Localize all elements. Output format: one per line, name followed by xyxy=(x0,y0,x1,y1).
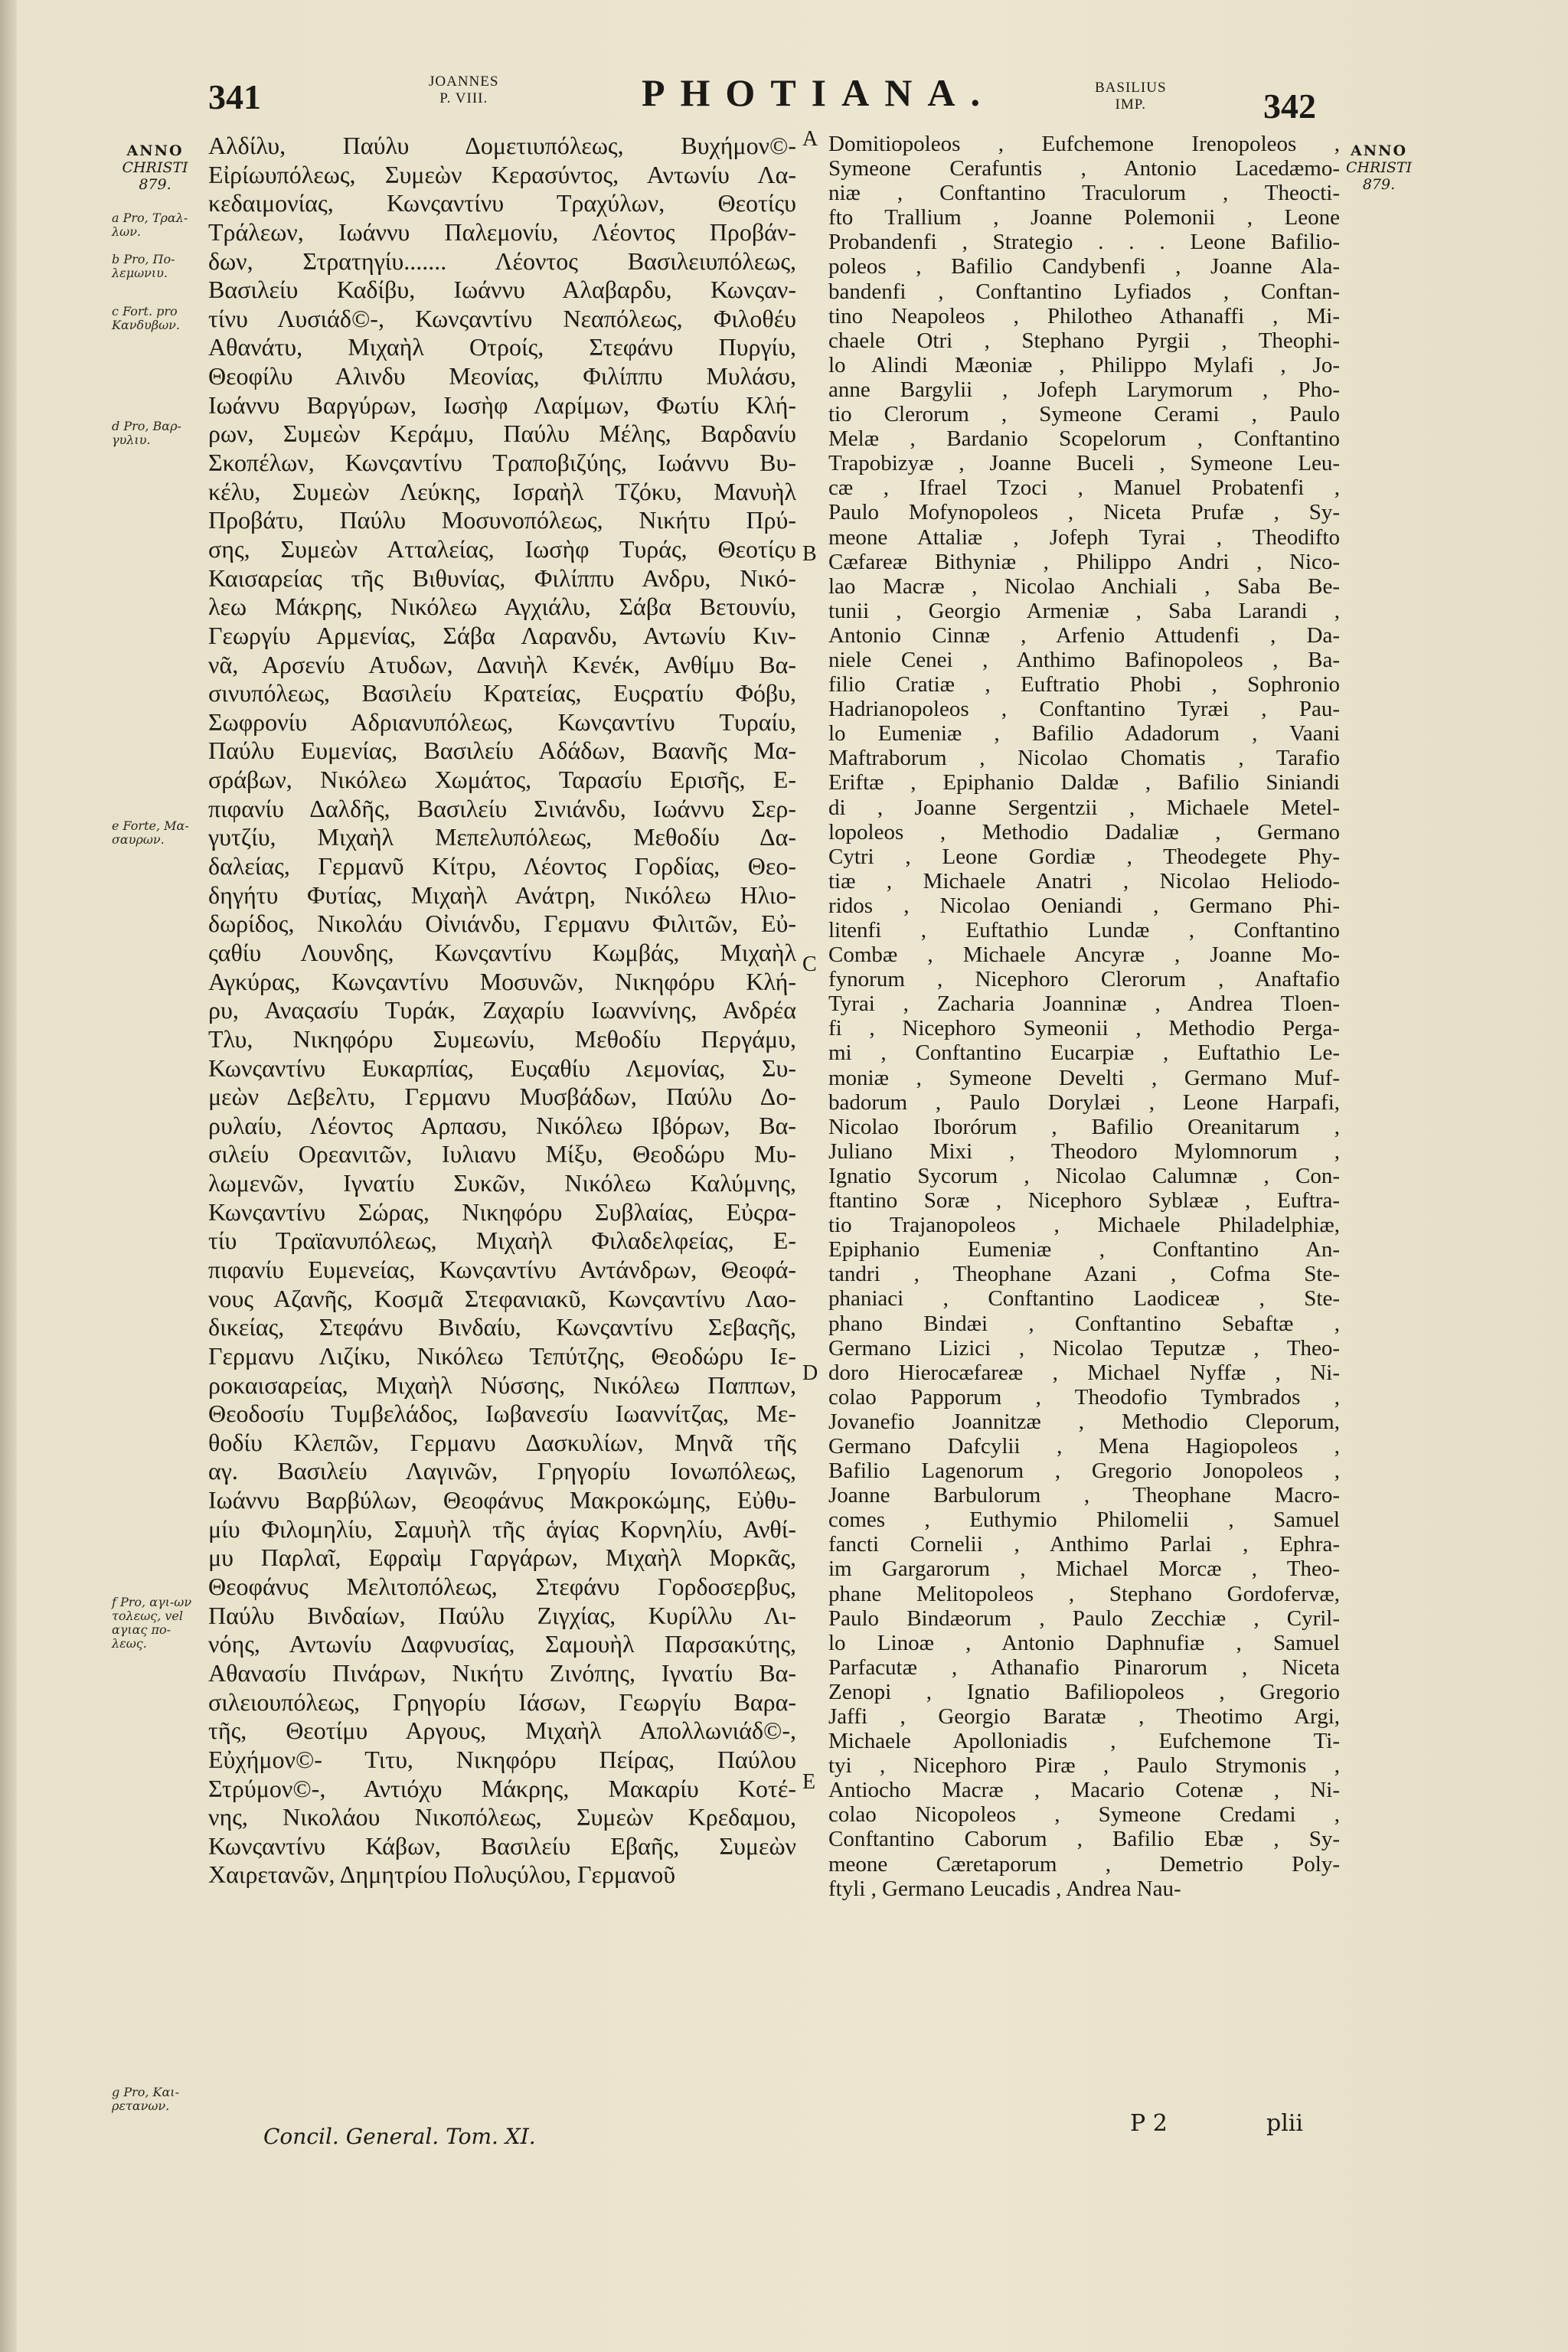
latin-text-line: Parfacutæ , Athanafio Pinarorum , Niceta xyxy=(828,1655,1340,1680)
running-head-left-line1: JOANNES xyxy=(429,74,499,90)
running-head-left-line2: P. VIII. xyxy=(439,90,488,106)
latin-text-line: badorum , Paulo Dorylæi , Leone Harpafi, xyxy=(828,1089,1340,1115)
running-head-right xyxy=(1095,80,1167,113)
latin-text-line: meone Cæretaporum , Demetrio Poly- xyxy=(828,1851,1340,1877)
latin-text-line: tyi , Nicephoro Piræ , Paulo Strymonis , xyxy=(828,1753,1340,1779)
margin-note: d Pro, Βαρ-γυλιυ. xyxy=(112,419,181,447)
greek-text-line: Βασιλείυ Καδίβυ, Ιωάννυ Αλαβαρδυ, Κωνςαν- xyxy=(208,276,796,304)
greek-text-line: Καισαρείας τῆς Βιθυνίας, Φιλίππυ Ανδρυ, Νικό- xyxy=(208,564,796,592)
section-letter: B xyxy=(802,542,817,566)
latin-text-line: filio Cratiæ , Euftratio Phobi , Sophronio xyxy=(828,672,1340,697)
latin-text-line: litenfi , Euftathio Lundæ , Conftantino xyxy=(828,918,1340,942)
latin-text-line: Cytri , Leone Gordiæ , Theodegete Phy- xyxy=(828,844,1340,869)
latin-text-line: comes , Euthymio Philomelii , Samuel xyxy=(828,1508,1340,1533)
latin-text-line: ridos , Nicolao Oeniandi , Germano Phi- xyxy=(828,893,1340,918)
greek-text-line: δωρίδος, Νικολάυ Οἰνιάνδυ, Γερμανυ Φιλιτῶν, Εὐ- xyxy=(208,910,796,938)
latin-text-line: Germano Dafcylii , Mena Hagiopoleos , xyxy=(828,1433,1340,1459)
margin-note: b Pro, Πο-λεμωνιυ. xyxy=(112,252,175,280)
page-title: PHOTIANA. xyxy=(642,71,995,114)
latin-text-line: tunii , Georgio Armeniæ , Saba Larandi , xyxy=(828,598,1340,623)
greek-text-line: σιλείυ Ορεανιτῶν, Ιυλιανυ Μίξυ, Θεοδώρυ Μυ- xyxy=(208,1140,796,1168)
greek-text-line: Κωνςαντίνυ Κάβων, Βασιλείυ Εβαῆς, Συμεὼν xyxy=(208,1831,796,1860)
latin-text-line: fi , Nicephoro Symeonii , Methodio Perga- xyxy=(828,1016,1340,1041)
greek-text-line: πιφανίυ Δαλδῆς, Βασιλείυ Σινιάνδυ, Ιωάννυ Σερ- xyxy=(208,794,796,822)
latin-text-line: di , Joanne Sergentzii , Michaele Metel- xyxy=(828,795,1340,820)
section-letter: D xyxy=(802,1361,818,1385)
greek-text-line: Κωνςαντίνυ Ευκαρπίας, Ευςαθίυ Λεμονίας, Συ- xyxy=(208,1054,796,1082)
latin-text-line: Probandenfi , Strategio . . . Leone Bafilio- xyxy=(828,230,1340,255)
greek-text-line: Εὐχήμον©- Τιτυ, Νικηφόρυ Πείρας, Παύλου xyxy=(208,1745,796,1773)
greek-text-line: δων, Στρατηγίυ....... Λέοντος Βασιλειυπόλεως, xyxy=(208,247,796,275)
greek-text-line: μυ Παρλαῖ, Εφραὶμ Γαργάρων, Μιχαὴλ Μορκᾶς, xyxy=(208,1544,796,1572)
greek-text-line: Στρύμον©-, Αντιόχυ Μάκρης, Μακαρίυ Κοτέ- xyxy=(208,1774,796,1802)
greek-text-line: νους Αζανῆς, Κοσμᾶ Στεφανιακῦ, Κωνςαντίνυ Λαο- xyxy=(208,1284,796,1312)
greek-text-line: Αλδίλυ, Παύλυ Δομετιυπόλεως, Βυχήμον©- xyxy=(208,132,796,159)
greek-text-line: ρυ, Αναςασίυ Τυράκ, Ζαχαρίυ Ιωαννίνης, Ανδρέα xyxy=(208,996,796,1024)
greek-text-line: Ιωάννυ Βαρβύλων, Θεοφάνυς Μακροκώμης, Εὐθυ- xyxy=(208,1486,796,1514)
latin-text-line: Antonio Cinnæ , Arfenio Attudenfi , Da- xyxy=(828,622,1340,648)
page-number-left: 341 xyxy=(208,77,261,116)
latin-text-line: phane Melitopoleos , Stephano Gordofervæ, xyxy=(828,1581,1340,1606)
latin-text-line: Germano Lizici , Nicolao Teputzæ , Theo- xyxy=(828,1335,1340,1361)
greek-text-line: σης, Συμεὼν Ατταλείας, Ιωσὴφ Τυράς, Θεοτίςυ xyxy=(208,534,796,563)
greek-text-line: τῆς, Θεοτίμυ Αργους, Μιχαὴλ Απολλωνιάδ©-, xyxy=(208,1717,796,1745)
greek-text-line: δικείας, Στεφάνυ Βινδαίυ, Κωνςαντίνυ Σεβαςῆς, xyxy=(208,1313,796,1341)
latin-text-line: Tyrai , Zacharia Joanninæ , Andrea Tloen- xyxy=(828,991,1340,1017)
anno-christi-left xyxy=(115,142,195,193)
running-head-right-line2: IMP. xyxy=(1115,96,1146,113)
greek-text-line: τίνυ Λυσιάδ©-, Κωνςαντίνυ Νεαπόλεως, Φιλοθέυ xyxy=(208,304,796,332)
margin-note: g Pro, Και-ρετανων. xyxy=(112,2085,179,2113)
anno-right-christi: CHRISTI xyxy=(1345,159,1413,176)
latin-text-line: Eriftæ , Epiphanio Daldæ , Bafilio Siniandi xyxy=(828,770,1340,795)
latin-text-line: mi , Conftantino Eucarpiæ , Euftathio Le- xyxy=(828,1040,1340,1066)
anno-christi-right xyxy=(1337,142,1421,193)
margin-note: f Pro, αγι-ων τολεως, vel αγιας πο-λεως. xyxy=(112,1595,192,1651)
latin-text-line: lo Linoæ , Antonio Daphnufiæ , Samuel xyxy=(828,1630,1340,1655)
anno-right-year: 879. xyxy=(1362,176,1396,193)
latin-text-line: Trapobizyæ , Joanne Buceli , Symeone Leu- xyxy=(828,451,1340,476)
section-letter: A xyxy=(802,127,818,151)
latin-text-line: Zenopi , Ignatio Bafiliopoleos , Gregorio xyxy=(828,1679,1340,1704)
latin-text-line: Combæ , Michaele Ancyræ , Joanne Mo- xyxy=(828,942,1340,968)
latin-text-line: meone Attaliæ , Jofeph Tyrai , Theodifto xyxy=(828,524,1340,550)
latin-text-line: anne Bargylii , Jofeph Larymorum , Pho- xyxy=(828,377,1340,402)
latin-text-line: Symeone Cerafuntis , Antonio Lacedæmo- xyxy=(828,156,1340,181)
greek-text-line: Γερμανυ Λιζίκυ, Νικόλεω Τεπύτζης, Θεοδώρυ Ιε- xyxy=(208,1341,796,1370)
latin-text-line: tiæ , Michaele Anatri , Nicolao Heliodo- xyxy=(828,868,1340,893)
anno-right-word: ANNO xyxy=(1350,142,1408,159)
greek-text-line: δηγήτυ Φυτίας, Μιχαὴλ Ανάτρη, Νικόλεω Ηλιο- xyxy=(208,880,796,909)
latin-text-line: phaniaci , Conftantino Laodiceæ , Ste- xyxy=(828,1286,1340,1312)
greek-text-line: Εἰρίωυπόλεως, Συμεὼν Κερασύντος, Αντωνίυ Λα- xyxy=(208,160,796,188)
greek-text-line: Θεοφάνυς Μελιτοπόλεως, Στεφάνυ Γορδοσερβυς, xyxy=(208,1573,796,1601)
greek-text-line: Αγκύρας, Κωνςαντίνυ Μοσυνῶν, Νικηφόρυ Κλή- xyxy=(208,967,796,995)
greek-text-line: ρυλαίυ, Λέοντος Αρπασυ, Νικόλεω Ιβόρων, Βα- xyxy=(208,1111,796,1139)
catchword: plii xyxy=(1266,2110,1303,2137)
latin-text-line: lo Alindi Mæoniæ , Philippo Mylafi , Jo- xyxy=(828,352,1340,377)
running-head-left xyxy=(429,74,498,107)
margin-note: e Forte, Μα-σαυρων. xyxy=(112,818,189,847)
latin-text-line: tino Neapoleos , Philotheo Athanaffi , Mi- xyxy=(828,303,1340,328)
book-binding-shadow xyxy=(0,0,17,2352)
latin-text-line: Hadrianopoleos , Conftantino Tyræi , Pau- xyxy=(828,697,1340,722)
greek-text-line: Σκοπέλων, Κωνςαντίνυ Τραποβιζύης, Ιωάννυ Βυ- xyxy=(208,449,796,477)
latin-text-line: Cæfareæ Bithyniæ , Philippo Andri , Nico- xyxy=(828,549,1340,574)
latin-text-line: fto Trallium , Joanne Polemonii , Leone xyxy=(828,205,1340,230)
section-letter: E xyxy=(802,1770,816,1794)
anno-left-word: ANNO xyxy=(126,142,184,159)
latin-text-line: moniæ , Symeone Develti , Germano Muf- xyxy=(828,1065,1340,1090)
greek-text-line: αγ. Βασιλείυ Λαγινῶν, Γρηγορίυ Ιονωπόλεως, xyxy=(208,1457,796,1485)
anno-left-christi: CHRISTI xyxy=(122,159,188,176)
latin-text-line: doro Hierocæfareæ , Michael Nyffæ , Ni- xyxy=(828,1360,1340,1385)
latin-text-line: im Gargarorum , Michael Morcæ , Theo- xyxy=(828,1557,1340,1582)
greek-text-line: Ιωάννυ Βαργύρων, Ιωσὴφ Λαρίμων, Φωτίυ Κλή- xyxy=(208,390,796,419)
latin-text-line: Juliano Mixi , Theodoro Mylomnorum , xyxy=(828,1138,1340,1164)
running-head-right-line1: BASILIUS xyxy=(1095,80,1167,96)
greek-text-line: πιφανίυ Ευμενείας, Κωνςαντίνυ Αντάνδρων, Θεοφά- xyxy=(208,1255,796,1283)
greek-text-line: Παύλυ Ευμενίας, Βασιλείυ Αδάδων, Βαανῆς Μα- xyxy=(208,737,796,765)
page-number-right: 342 xyxy=(1263,87,1316,126)
greek-text-line: Τλυ, Νικηφόρυ Συμεωνίυ, Μεθοδίυ Περγάμυ, xyxy=(208,1024,796,1053)
greek-text-line: νόης, Αντωνίυ Δαφνυσίας, Σαμουὴλ Παρσακύτης, xyxy=(208,1630,796,1658)
greek-text-line: Παύλυ Βινδαίων, Παύλυ Ζιγχίας, Κυρίλλυ Λι- xyxy=(208,1601,796,1629)
latin-text-line: ftyli , Germano Leucadis , Andrea Nau- xyxy=(828,1876,1181,1901)
greek-text-line: Κωνςαντίνυ Σώρας, Νικηφόρυ Συβλαίας, Εὐςρα- xyxy=(208,1197,796,1226)
greek-text-line: θοδίυ Κλεπῶν, Γερμανυ Δασκυλίων, Μηνᾶ τῆς xyxy=(208,1428,796,1456)
greek-text-line: σιλειουπόλεως, Γρηγορίυ Ιάσων, Γεωργίυ Βαρα- xyxy=(208,1687,796,1716)
greek-text-line: ροκαισαρείας, Μιχαὴλ Νύσσης, Νικόλεω Παππων, xyxy=(208,1370,796,1399)
latin-text-line: chaele Otri , Stephano Pyrgii , Theophi- xyxy=(828,328,1340,353)
anno-left-year: 879. xyxy=(139,176,172,193)
greek-text-line: μίυ Φιλομηλίυ, Σαμυὴλ τῆς ἁγίας Κορνηλίυ, Ανθί- xyxy=(208,1514,796,1543)
greek-text-line: μεὼν Δεβελτυ, Γερμανυ Μυσβάδων, Παύλυ Δο- xyxy=(208,1083,796,1111)
latin-text-line: Bafilio Lagenorum , Gregorio Jonopoleos , xyxy=(828,1459,1340,1484)
footer-reference: Concil. General. Tom. XI. xyxy=(263,2124,536,2149)
greek-text-line: Θεοδοσίυ Τυμβελάδος, Ιωβανεσίυ Ιωαννίτζας, Με- xyxy=(208,1400,796,1428)
latin-text-line: Jovanefio Joannitzæ , Methodio Cleporum, xyxy=(828,1409,1340,1434)
latin-text-line: fancti Cornelii , Anthimo Parlai , Ephra- xyxy=(828,1532,1340,1557)
latin-text-line: Domitiopoleos , Eufchemone Irenopoleos , xyxy=(828,132,1340,156)
latin-text-line: phano Bindæi , Conftantino Sebaftæ , xyxy=(828,1311,1340,1336)
latin-text-line: cæ , Ifrael Tzoci , Manuel Probatenfi , xyxy=(828,475,1340,501)
greek-text-line: Προβάτυ, Παύλυ Μοσυνοπόλεως, Νικήτυ Πρύ- xyxy=(208,506,796,534)
margin-note: a Pro, Τραλ-λων. xyxy=(112,211,188,239)
latin-text-line: Maftraborum , Nicolao Chomatis , Tarafio xyxy=(828,746,1340,771)
signature-mark: P 2 xyxy=(1130,2110,1168,2137)
latin-text-line: lao Macræ , Nicolao Anchiali , Saba Be- xyxy=(828,573,1340,599)
greek-text-line: Γεωργίυ Αρμενίας, Σάβα Λαρανδυ, Αντωνίυ Κιν- xyxy=(208,621,796,649)
greek-text-line: ςαθίυ Λουνδης, Κωνςαντίνυ Κωμβάς, Μιχαὴλ xyxy=(208,938,796,966)
latin-text-line: Epiphanio Eumeniæ , Conftantino An- xyxy=(828,1237,1340,1263)
latin-text-line: tio Clerorum , Symeone Cerami , Paulo xyxy=(828,402,1340,427)
greek-text-line: γυτζίυ, Μιχαὴλ Μεπελυπόλεως, Μεθοδίυ Δα- xyxy=(208,823,796,851)
greek-text-line: Αθανασίυ Πινάρων, Νικήτυ Ζινόπης, Ιγνατίυ Βα- xyxy=(208,1658,796,1687)
latin-text-line: Antiocho Macræ , Macario Cotenæ , Ni- xyxy=(828,1778,1340,1803)
latin-text-line: Jaffi , Georgio Baratæ , Theotimo Argi, xyxy=(828,1704,1340,1729)
greek-text-line: λεω Μάκρης, Νικόλεω Αγχιάλυ, Σάβα Βετουνίυ, xyxy=(208,593,796,621)
latin-text-line: tandri , Theophane Azani , Cofma Ste- xyxy=(828,1262,1340,1287)
greek-text-line: νης, Νικολάου Νικοπόλεως, Συμεὼν Κρεδαμου, xyxy=(208,1803,796,1831)
latin-text-line: lopoleos , Methodio Dadaliæ , Germano xyxy=(828,819,1340,844)
latin-text-line: colao Nicopoleos , Symeone Credami , xyxy=(828,1802,1340,1828)
latin-text-line: niæ , Conftantino Traculorum , Theocti- xyxy=(828,181,1340,206)
greek-text-line: ρων, Συμεὼν Κεράμυ, Παύλυ Μέλης, Βαρδανίυ xyxy=(208,420,796,448)
latin-text-line: Paulo Mofynopoleos , Niceta Prufæ , Sy- xyxy=(828,500,1340,525)
latin-text-line: Paulo Bindæorum , Paulo Zecchiæ , Cyril- xyxy=(828,1606,1340,1631)
greek-text-line: τίυ Τραϊανυπόλεως, Μιχαὴλ Φιλαδελφείας, Ε- xyxy=(208,1227,796,1255)
greek-text-column xyxy=(208,132,796,1890)
greek-text-line: νᾶ, Αρσενίυ Ατυδων, Δανιὴλ Κενέκ, Ανθίμυ Βα- xyxy=(208,650,796,678)
greek-text-line: σινυπόλεως, Βασιλείυ Κρατείας, Ευςρατίυ Φόβυ, xyxy=(208,679,796,707)
greek-text-line: Χαιρετανῶν, Δημητρίου Πολυςύλου, Γερμανοῦ xyxy=(208,1860,676,1889)
section-letter: C xyxy=(802,952,817,976)
greek-text-line: σράβων, Νικόλεω Χωμάτος, Ταρασίυ Ερισῆς, Ε- xyxy=(208,766,796,794)
latin-text-line: Melæ , Bardanio Scopelorum , Conftantino xyxy=(828,426,1340,452)
latin-text-line: Conftantino Caborum , Bafilio Ebæ , Sy- xyxy=(828,1827,1340,1852)
greek-text-line: δαλείας, Γερμανῦ Κίτρυ, Λέοντος Γορδίας, Θεο- xyxy=(208,852,796,880)
latin-text-line: Joanne Barbulorum , Theophane Macro- xyxy=(828,1483,1340,1508)
latin-text-line: Ignatio Sycorum , Nicolao Calumnæ , Con- xyxy=(828,1163,1340,1188)
latin-text-line: ftantino Soræ , Nicephoro Syblææ , Euftra- xyxy=(828,1188,1340,1214)
greek-text-line: Αθανάτυ, Μιχαὴλ Οτροίς, Στεφάνυ Πυργίυ, xyxy=(208,333,796,361)
latin-text-line: lo Eumeniæ , Bafilio Adadorum , Vaani xyxy=(828,721,1340,746)
greek-text-line: κέλυ, Συμεὼν Λεύκης, Ισραὴλ Τζόκυ, Μανυὴλ xyxy=(208,477,796,505)
latin-text-line: poleos , Bafilio Candybenfi , Joanne Ala- xyxy=(828,254,1340,279)
greek-text-line: Τράλεων, Ιωάννυ Παλεμονίυ, Λέοντος Προβάν- xyxy=(208,217,796,246)
latin-text-column xyxy=(828,132,1340,1901)
latin-text-line: niele Cenei , Anthimo Bafinopoleos , Ba- xyxy=(828,647,1340,672)
greek-text-line: λωμενῶν, Ιγνατίυ Συκῶν, Νικόλεω Καλύμνης, xyxy=(208,1169,796,1197)
latin-text-line: tio Trajanopoleos , Michaele Philadelphiæ, xyxy=(828,1213,1340,1238)
latin-text-line: colao Papporum , Theodofio Tymbrados , xyxy=(828,1384,1340,1410)
margin-note: c Fort. pro Κανδυβων. xyxy=(112,304,180,332)
latin-text-line: fynorum , Nicephoro Clerorum , Anaftafio xyxy=(828,967,1340,992)
greek-text-line: Θεοφίλυ Αλινδυ Μεονίας, Φιλίππυ Μυλάσυ, xyxy=(208,362,796,390)
latin-text-line: Nicolao Iborórum , Bafilio Oreanitarum , xyxy=(828,1114,1340,1139)
greek-text-line: κεδαιμονίας, Κωνςαντίνυ Τραχύλων, Θεοτίςυ xyxy=(208,189,796,217)
latin-text-line: Michaele Apolloniadis , Eufchemone Ti- xyxy=(828,1729,1340,1754)
latin-text-line: bandenfi , Conftantino Lyfiados , Conftan- xyxy=(828,279,1340,304)
greek-text-line: Σωφρονίυ Αδριανυπόλεως, Κωνςαντίνυ Τυραίυ, xyxy=(208,707,796,736)
